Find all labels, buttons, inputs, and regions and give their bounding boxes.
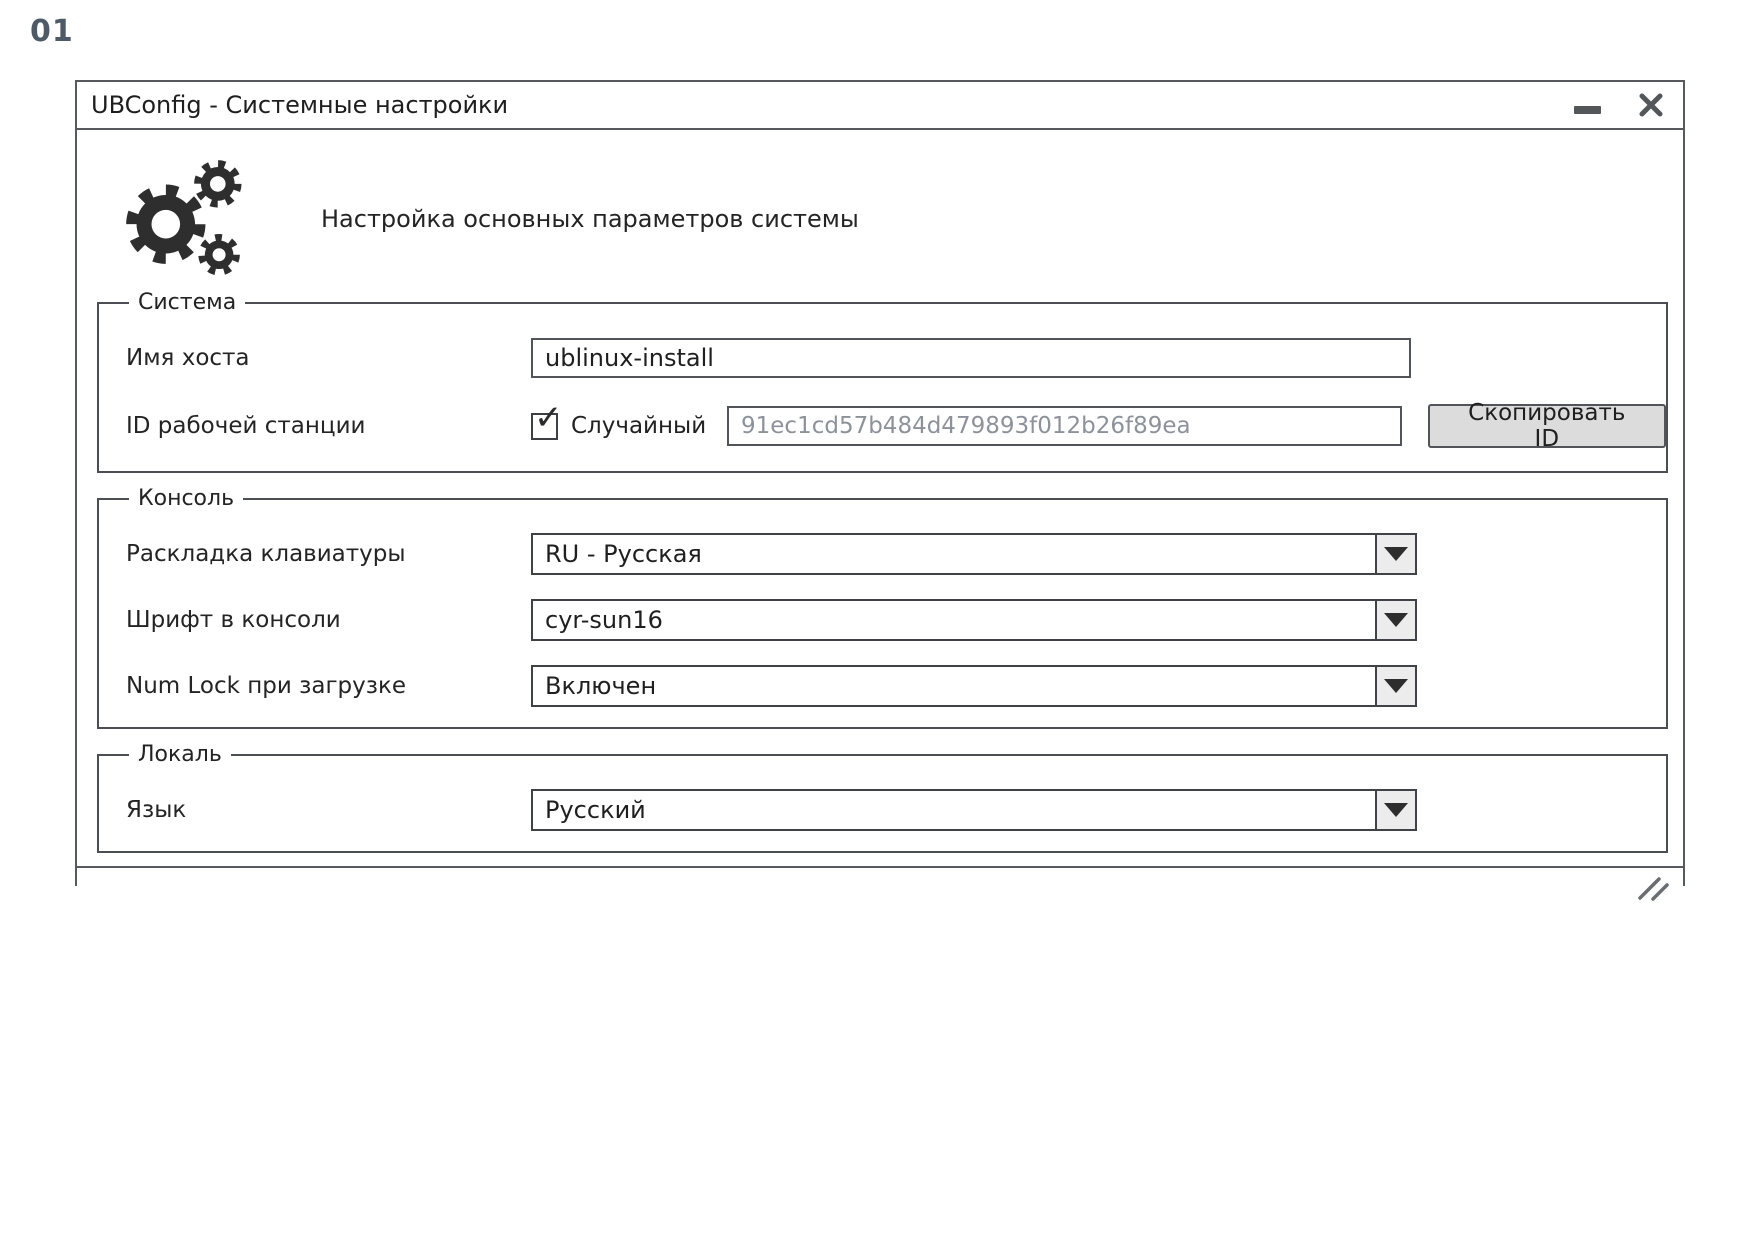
keyboard-layout-select[interactable] xyxy=(531,533,1417,575)
language-dropdown-button[interactable] xyxy=(1375,791,1415,829)
window-content xyxy=(77,130,1683,866)
hostname-label: Имя хоста xyxy=(126,345,250,371)
status-bar xyxy=(77,866,1683,914)
keyboard-layout-value: RU - Русская xyxy=(545,540,702,568)
resize-grip-icon[interactable] xyxy=(1637,874,1671,906)
close-icon xyxy=(1637,91,1665,119)
numlock-dropdown-button[interactable] xyxy=(1375,667,1415,705)
group-locale xyxy=(97,742,1668,853)
numlock-select[interactable] xyxy=(531,665,1417,707)
page-subtitle: Настройка основных параметров системы xyxy=(321,205,859,233)
keyboard-layout-row xyxy=(126,533,1666,575)
ubconfig-window xyxy=(75,80,1685,886)
numlock-label: Num Lock при загрузке xyxy=(126,673,407,699)
random-checkbox-label: Случайный xyxy=(571,413,707,439)
group-locale-legend: Локаль xyxy=(138,742,222,767)
station-id-label: ID рабочей станции xyxy=(126,413,366,439)
chevron-down-icon xyxy=(1384,547,1408,561)
group-console-legend: Консоль xyxy=(138,486,235,511)
console-font-dropdown-button[interactable] xyxy=(1375,601,1415,639)
checkbox-check-icon: ✓ xyxy=(534,397,563,438)
group-console xyxy=(97,486,1668,729)
random-checkbox[interactable] xyxy=(531,397,563,440)
group-system xyxy=(97,290,1668,473)
station-id-value: 91ec1cd57b484d479893f012b26f89ea xyxy=(741,413,1191,439)
numlock-value: Включен xyxy=(545,672,657,700)
chevron-down-icon xyxy=(1384,803,1408,817)
language-value: Русский xyxy=(545,796,646,824)
copy-id-button[interactable]: Скопировать ID xyxy=(1428,404,1666,448)
console-font-label: Шрифт в консоли xyxy=(126,607,341,633)
chevron-down-icon xyxy=(1384,679,1408,693)
minimize-button[interactable] xyxy=(1574,96,1601,114)
window-title: UBConfig - Системные настройки xyxy=(91,91,509,119)
console-font-select[interactable] xyxy=(531,599,1417,641)
gears-icon xyxy=(119,154,249,284)
group-system-legend: Система xyxy=(138,290,237,315)
chevron-down-icon xyxy=(1384,613,1408,627)
close-button[interactable] xyxy=(1637,91,1665,119)
hostname-value: ublinux-install xyxy=(545,344,714,372)
random-checkbox-group[interactable] xyxy=(531,397,727,440)
console-font-row xyxy=(126,599,1666,641)
station-id-row xyxy=(126,397,1666,452)
language-row xyxy=(126,789,1666,831)
console-font-value: cyr-sun16 xyxy=(545,606,663,634)
figure-number: 01 xyxy=(30,14,74,49)
language-label: Язык xyxy=(126,797,187,823)
numlock-row xyxy=(126,665,1666,707)
hostname-row xyxy=(126,337,1666,379)
title-bar[interactable] xyxy=(77,82,1683,130)
header-row xyxy=(119,154,1683,284)
keyboard-layout-label: Раскладка клавиатуры xyxy=(126,541,406,567)
hostname-input[interactable] xyxy=(531,338,1411,378)
station-id-input[interactable] xyxy=(727,406,1402,446)
keyboard-layout-dropdown-button[interactable] xyxy=(1375,535,1415,573)
minimize-icon xyxy=(1574,106,1601,114)
language-select[interactable] xyxy=(531,789,1417,831)
